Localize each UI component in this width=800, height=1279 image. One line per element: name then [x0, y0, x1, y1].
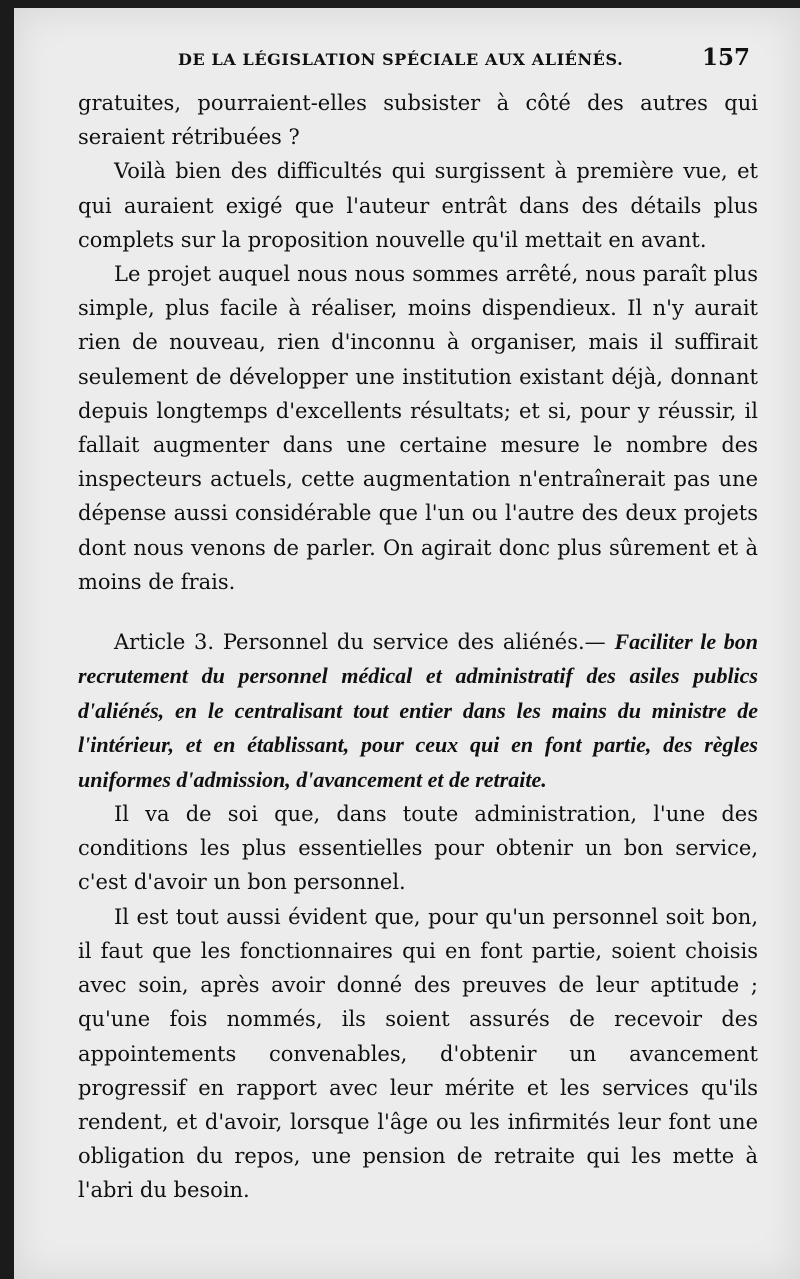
article-heading: Article 3. Personnel du service des aliénés.— [114, 630, 606, 655]
paragraph-personnel: Il est tout aussi évident que, pour qu'un personnel soit bon, il faut que les fonctionnaires qui en font partie, soient choisis avec soin, après avoir donné des preuves de leur aptitude ; qu'une fois nommés, ils soient assurés de recevoir des appointements convenables, d'obtenir un avancement progressif en rapport avec leur mérite et les services qu'ils rendent, et d'avoir, lorsque l'âge ou les infirmités leur font une obligation du repos, une pension de retraite qui les mette à l'abri du besoin. [78, 904, 758, 1203]
page-body [78, 86, 758, 1208]
paragraph-project: Le projet auquel nous nous sommes arrêté, nous paraît plus simple, plus facile à réaliser, moins dispendieux. Il n'y aurait rien de nouveau, rien d'inconnu à organiser, mais il suffirait seulement de développer une institution existant déjà, donnant depuis longtemps d'excellents résultats; et si, pour y réussir, il fallait augmenter dans une certaine mesure le nombre des inspecteurs actuels, cette augmentation n'entraînerait pas une dépense aussi considérable que l'un ou l'autre des deux projets dont nous venons de parler. On agirait donc plus sûrement et à moins de frais. [78, 262, 758, 594]
paragraph-difficulties: Voilà bien des difficultés qui surgissent à première vue, et qui auraient exigé que l'auteur entrât dans des détails plus complets sur la proposition nouvelle qu'il mettait en avant. [78, 159, 758, 252]
article-description: Faciliter le bon recrutement du personnel médical et administratif des asiles publics d'aliénés, en le centralisant tout entier dans les mains du ministre de l'intérieur, et en établissant, pour ceux qui en font partie, des règles uniformes d'admission, d'avancement et de retraite. [78, 629, 758, 792]
article-3 [78, 625, 758, 797]
running-head: DE LA LÉGISLATION SPÉCIALE AUX ALIÉNÉS. [178, 50, 624, 69]
page-header [14, 44, 800, 74]
page-number: 157 [702, 44, 751, 71]
paragraph-administration: Il va de soi que, dans toute administration, l'une des conditions les plus essentielles pour obtenir un bon service, c'est d'avoir un bon personnel. [78, 802, 758, 895]
paragraph-continued: gratuites, pourraient-elles subsister à côté des autres qui seraient rétribuées ? [78, 91, 758, 150]
book-page [14, 8, 800, 1279]
